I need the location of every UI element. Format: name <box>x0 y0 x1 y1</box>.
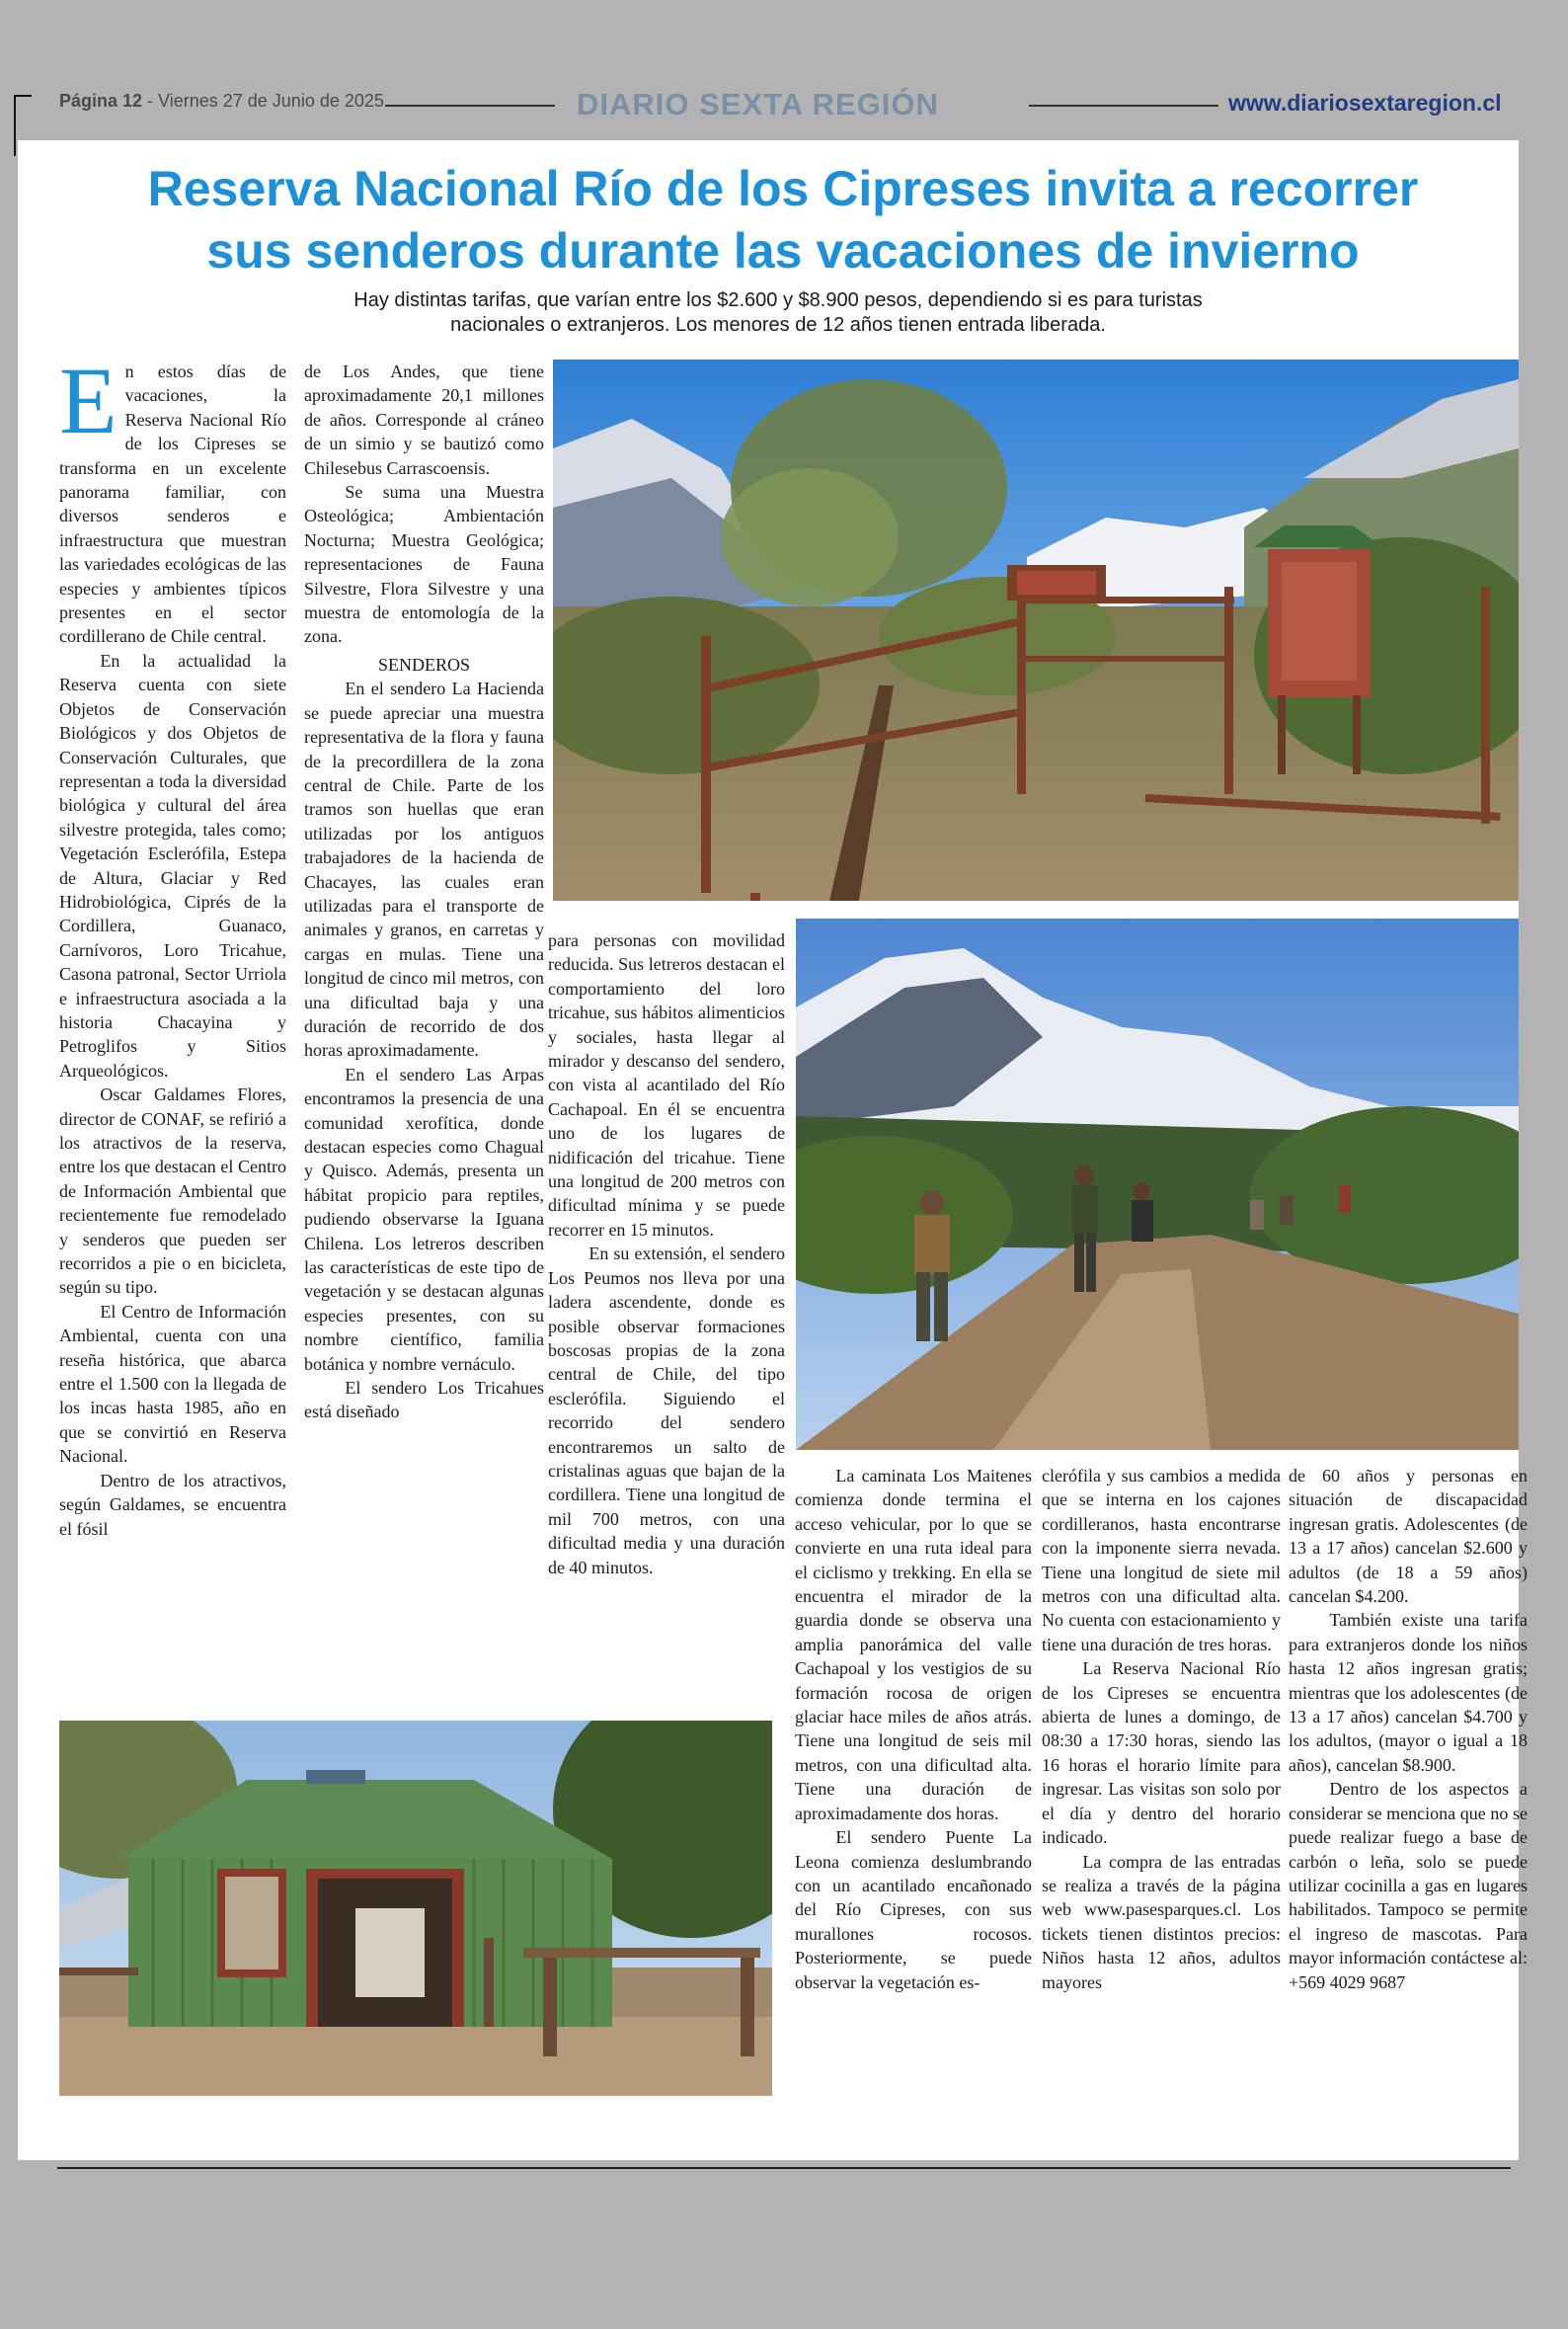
subtitle-line-1: Hay distintas tarifas, que varían entre los $2.600 y $8.900 pesos, dependiendo si es para turistas <box>353 289 1203 311</box>
intro-paragraph <box>59 348 286 649</box>
paragraph: En la actualidad la Reserva cuenta con siete Objetos de Conservación Biológicos y dos Objetos de Conservación Culturales, que representan a toda la diversidad biológica y cultural del área silvestre protegida, tales como; Vegetación Esclerófila, Estepa de Altura, Glaciar y Red Hidrobiológica, Ciprés de la Cordillera, Guanaco, Carnívoros, Loro Tricahue, Casona patronal, Sector Urriola e infraestructura asociada a la historia Chacayina y Petroglifos y Sitios Arqueológicos. <box>59 650 286 1081</box>
bottom-rule <box>57 2167 1511 2169</box>
title-line-2: sus senderos durante las vacaciones de invierno <box>206 223 1360 279</box>
paragraph: de 60 años y personas en situación de discapacidad ingresan gratis. Adolescentes (de 13 a 17 años) cancelan $2.600 y adultos (de 18 a 59 años) cancelan $4.200. <box>1289 1466 1528 1607</box>
paragraph: En el sendero La Hacienda se puede apreciar una muestra representativa de la flora y fauna de la precordillera de la zona central de Chile. Parte de los tramos son huellas que eran utilizadas por los antiguos trabajadores de la hacienda de Chacayes, las cuales eran utilizadas para el transporte de animales y granos, en carretas y cargas en mulas. Tiene una longitud de cinco mil metros, con una dificultad baja y una duración de recorrido de dos horas aproximadamente. <box>304 679 544 1061</box>
paragraph: La compra de las entradas se realiza a través de la página web www.pasesparques.cl. Los tickets tienen distintos precios: Niños hasta 12 años, adultos mayores <box>1042 1851 1281 1992</box>
paragraph: El sendero Los Tricahues está diseñado <box>304 1378 544 1422</box>
text-column-3 <box>548 928 785 1579</box>
header-rule-right <box>1029 105 1218 107</box>
publication-name: DIARIO SEXTA REGIÓN <box>577 87 939 121</box>
text-column-6 <box>1289 1464 1528 1994</box>
paragraph: Se suma una Muestra Osteológica; Ambientación Nocturna; Muestra Geológica; representaciones de Fauna Silvestre, Flora Silvestre y una muestra de entomología de la zona. <box>304 482 544 647</box>
page-header <box>59 87 1511 126</box>
header-page-date <box>59 91 384 112</box>
article-subtitle <box>176 288 1380 338</box>
text-column-2 <box>304 360 544 1424</box>
drop-cap: E <box>59 348 118 453</box>
paragraph: clerófila y sus cambios a medida que se interna en los cajones cordilleranos, hasta encontrarse con la imponente sierra nevada. Tiene una longitud de siete mil metros con una dificultad alta. No cuenta con estacionamiento y tiene una duración de tres horas. <box>1042 1466 1281 1654</box>
newspaper-page <box>18 140 1528 2160</box>
page-number: Página 12 <box>59 91 143 111</box>
intro-text: n estos días de vacaciones, la Reserva Nacional Río de los Cipreses se transforma en un excelente panorama familiar, con diversos senderos e infraestructura que muestran las variedades ecológicas de las especies y ambientes típicos presentes en el sector cordillerano de Chile central. <box>59 361 286 647</box>
text-column-5 <box>1042 1464 1281 1994</box>
issue-date: - Viernes 27 de Junio de 2025 <box>142 91 384 111</box>
paragraph: para personas con movilidad reducida. Sus letreros destacan el comportamiento del loro tricahue, sus hábitos alimenticios y sociales, hasta llegar al mirador y descanso del sendero, con vista al acantilado del Río Cachapoal. En él se encuentra uno de los lugares de nidificación del tricahue. Tiene una longitud de 200 metros con dificultad mínima y se puede recorrer en 15 minutos. <box>548 930 785 1240</box>
paragraph: La Reserva Nacional Río de los Cipreses se encuentra abierta de lunes a domingo, de 08:30 a 17:30 horas, siendo las 16 horas el horario límite para ingresar. Las visitas son solo por el día y dentro del horario indicado. <box>1042 1658 1281 1848</box>
paragraph: de Los Andes, que tiene aproximadamente 20,1 millones de años. Corresponde al cráneo de un simio y se bautizó como Chilesebus Carrascoensis. <box>304 361 544 478</box>
photo-green-cabin <box>59 1721 772 2096</box>
title-line-1: Reserva Nacional Río de los Cipreses invita a recorrer <box>147 161 1419 216</box>
subtitle-line-2: nacionales o extranjeros. Los menores de 12 años tienen entrada liberada. <box>450 314 1106 336</box>
section-heading-senderos: SENDEROS <box>377 654 470 675</box>
paragraph: Dentro de los aspectos a considerar se menciona que no se puede realizar fuego a base de carbón o leña, solo se puede utilizar cocinilla a gas en lugares habilitados. Tampoco se permite el ingreso de mascotas. Para mayor información contáctese al: +569 4029 9687 <box>1289 1779 1528 1992</box>
text-column-1 <box>59 348 286 1541</box>
photo-trail-entrance <box>553 360 1519 901</box>
header-rule-left <box>385 105 555 107</box>
paragraph: Dentro de los atractivos, según Galdames, se encuentra el fósil <box>59 1470 286 1539</box>
paragraph: El Centro de Información Ambiental, cuenta con una reseña histórica, que abarca entre el 1.500 con la llegada de los incas hasta 1985, año en que se convirtió en Reserva Nacional. <box>59 1301 286 1467</box>
paragraph: También existe una tarifa para extranjeros donde los niños hasta 12 años ingresan gratis; mientras que los adolescentes (de 13 a 17 años) cancelan $4.700 y los adultos, (mayor o igual a 18 años), cancelan $8.900. <box>1289 1610 1528 1775</box>
photo-hikers-trail <box>796 919 1519 1450</box>
paragraph: El sendero Puente La Leona comienza deslumbrando con un acantilado encañonado del Río Cipreses, con sus murallones rocosos. Posteriormente, se puede observar la vegetación es- <box>795 1827 1032 1992</box>
paragraph: En el sendero Las Arpas encontramos la presencia de una comunidad xerofítica, donde destacan especies como Chagual y Quisco. Además, presenta un hábitat propicio para reptiles, pudiendo observarse la Iguana Chilena. Los letreros describen las características de este tipo de vegetación y se destacan algunas especies presentes, con su nombre científico, familia botánica y nombre vernáculo. <box>304 1064 544 1374</box>
text-column-4 <box>795 1464 1032 1994</box>
website-link[interactable]: www.diariosextaregion.cl <box>1228 90 1502 116</box>
paragraph: En su extensión, el sendero Los Peumos nos lleva por una ladera ascendente, donde es posible observar formaciones boscosas propias de la zona central de Chile, del tipo esclerófila. Siguiendo el recorrido del sendero encontraremos un salto de cristalinas aguas que bajan de la cordillera. Tiene una longitud de mil 700 metros, con una dificultad media y una duración de 40 minutos. <box>548 1244 785 1577</box>
paragraph: La caminata Los Maitenes comienza donde termina el acceso vehicular, por lo que se convierte en una ruta ideal para el ciclismo y trekking. En ella se encuentra el mirador de la guardia donde se observa una amplia panorámica del valle Cachapoal y los vestigios de su formación rocosa de origen glaciar hace miles de años atrás. Tiene una longitud de seis mil metros, con una dificultad alta. Tiene una duración de aproximadamente dos horas. <box>795 1466 1032 1823</box>
article-title <box>57 158 1509 282</box>
paragraph: Oscar Galdames Flores, director de CONAF, se refirió a los atractivos de la reserva, entre los que destacan el Centro de Información Ambiental que recientemente fue remodelado y senderos que pueden ser recorridos a pie o en bicicleta, según su tipo. <box>59 1084 286 1298</box>
